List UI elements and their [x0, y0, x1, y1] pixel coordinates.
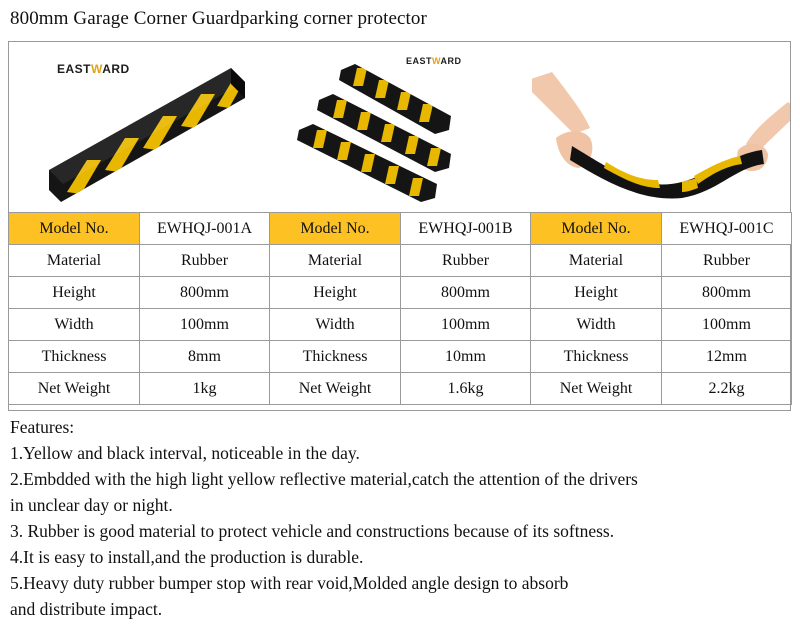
row-label-cell: Width	[531, 309, 662, 341]
value-cell: 100mm	[401, 309, 531, 341]
value-cell: 1.6kg	[401, 373, 531, 405]
table-row-material	[9, 245, 792, 277]
feature-line: 1.Yellow and black interval, noticeable in the day.	[10, 443, 360, 463]
row-label-cell: Height	[9, 277, 140, 309]
model-label-cell: Model No.	[270, 213, 401, 245]
feature-line: and distribute impact.	[10, 599, 163, 619]
corner-guard-image	[9, 42, 270, 212]
value-cell: 1kg	[140, 373, 270, 405]
row-label-cell: Thickness	[270, 341, 401, 373]
table-row-net-weight	[9, 373, 792, 405]
row-label-cell: Material	[270, 245, 401, 277]
row-label-cell: Net Weight	[9, 373, 140, 405]
features-heading: Features:	[10, 417, 75, 437]
product-photo-row	[9, 42, 790, 212]
feature-line: 5.Heavy duty rubber bumper stop with rear void,Molded angle design to absorb	[10, 573, 569, 593]
feature-line: 2.Embdded with the high light yellow reflective material,catch the attention of the drivers	[10, 469, 638, 489]
table-row-thickness	[9, 341, 792, 373]
feature-line: in unclear day or night.	[10, 495, 173, 515]
model-label-cell: Model No.	[9, 213, 140, 245]
value-cell: 800mm	[140, 277, 270, 309]
row-label-cell: Material	[9, 245, 140, 277]
row-label-cell: Height	[270, 277, 401, 309]
feature-line: 3. Rubber is good material to protect vehicle and constructions because of its softness.	[10, 521, 615, 541]
brand-logo: EASTWARD	[57, 62, 130, 76]
model-value-cell: EWHQJ-001C	[662, 213, 792, 245]
value-cell: 8mm	[140, 341, 270, 373]
page-title: 800mm Garage Corner Guardparking corner protector	[10, 8, 427, 29]
row-label-cell: Height	[531, 277, 662, 309]
features-section	[10, 414, 790, 622]
row-label-cell: Thickness	[9, 341, 140, 373]
value-cell: Rubber	[401, 245, 531, 277]
value-cell: 10mm	[401, 341, 531, 373]
row-label-cell: Net Weight	[270, 373, 401, 405]
table-header-row	[9, 213, 792, 245]
value-cell: 2.2kg	[662, 373, 792, 405]
value-cell: Rubber	[140, 245, 270, 277]
value-cell: 800mm	[662, 277, 792, 309]
row-label-cell: Material	[531, 245, 662, 277]
row-label-cell: Thickness	[531, 341, 662, 373]
value-cell: 800mm	[401, 277, 531, 309]
row-label-cell: Width	[270, 309, 401, 341]
model-label-cell: Model No.	[531, 213, 662, 245]
spec-table	[8, 212, 792, 405]
flexible-guard-image	[532, 42, 790, 212]
product-photo-flexibility-demo	[532, 42, 790, 212]
model-value-cell: EWHQJ-001B	[401, 213, 531, 245]
value-cell: Rubber	[662, 245, 792, 277]
table-row-height	[9, 277, 792, 309]
product-photo-three-guards	[271, 42, 531, 212]
feature-line: 4.It is easy to install,and the production is durable.	[10, 547, 364, 567]
value-cell: 100mm	[140, 309, 270, 341]
value-cell: 100mm	[662, 309, 792, 341]
value-cell: 12mm	[662, 341, 792, 373]
row-label-cell: Width	[9, 309, 140, 341]
product-photo-single-guard	[9, 42, 270, 212]
row-label-cell: Net Weight	[531, 373, 662, 405]
table-row-width	[9, 309, 792, 341]
brand-logo-small: EASTWARD	[406, 56, 462, 66]
model-value-cell: EWHQJ-001A	[140, 213, 270, 245]
three-guards-image	[271, 42, 531, 212]
